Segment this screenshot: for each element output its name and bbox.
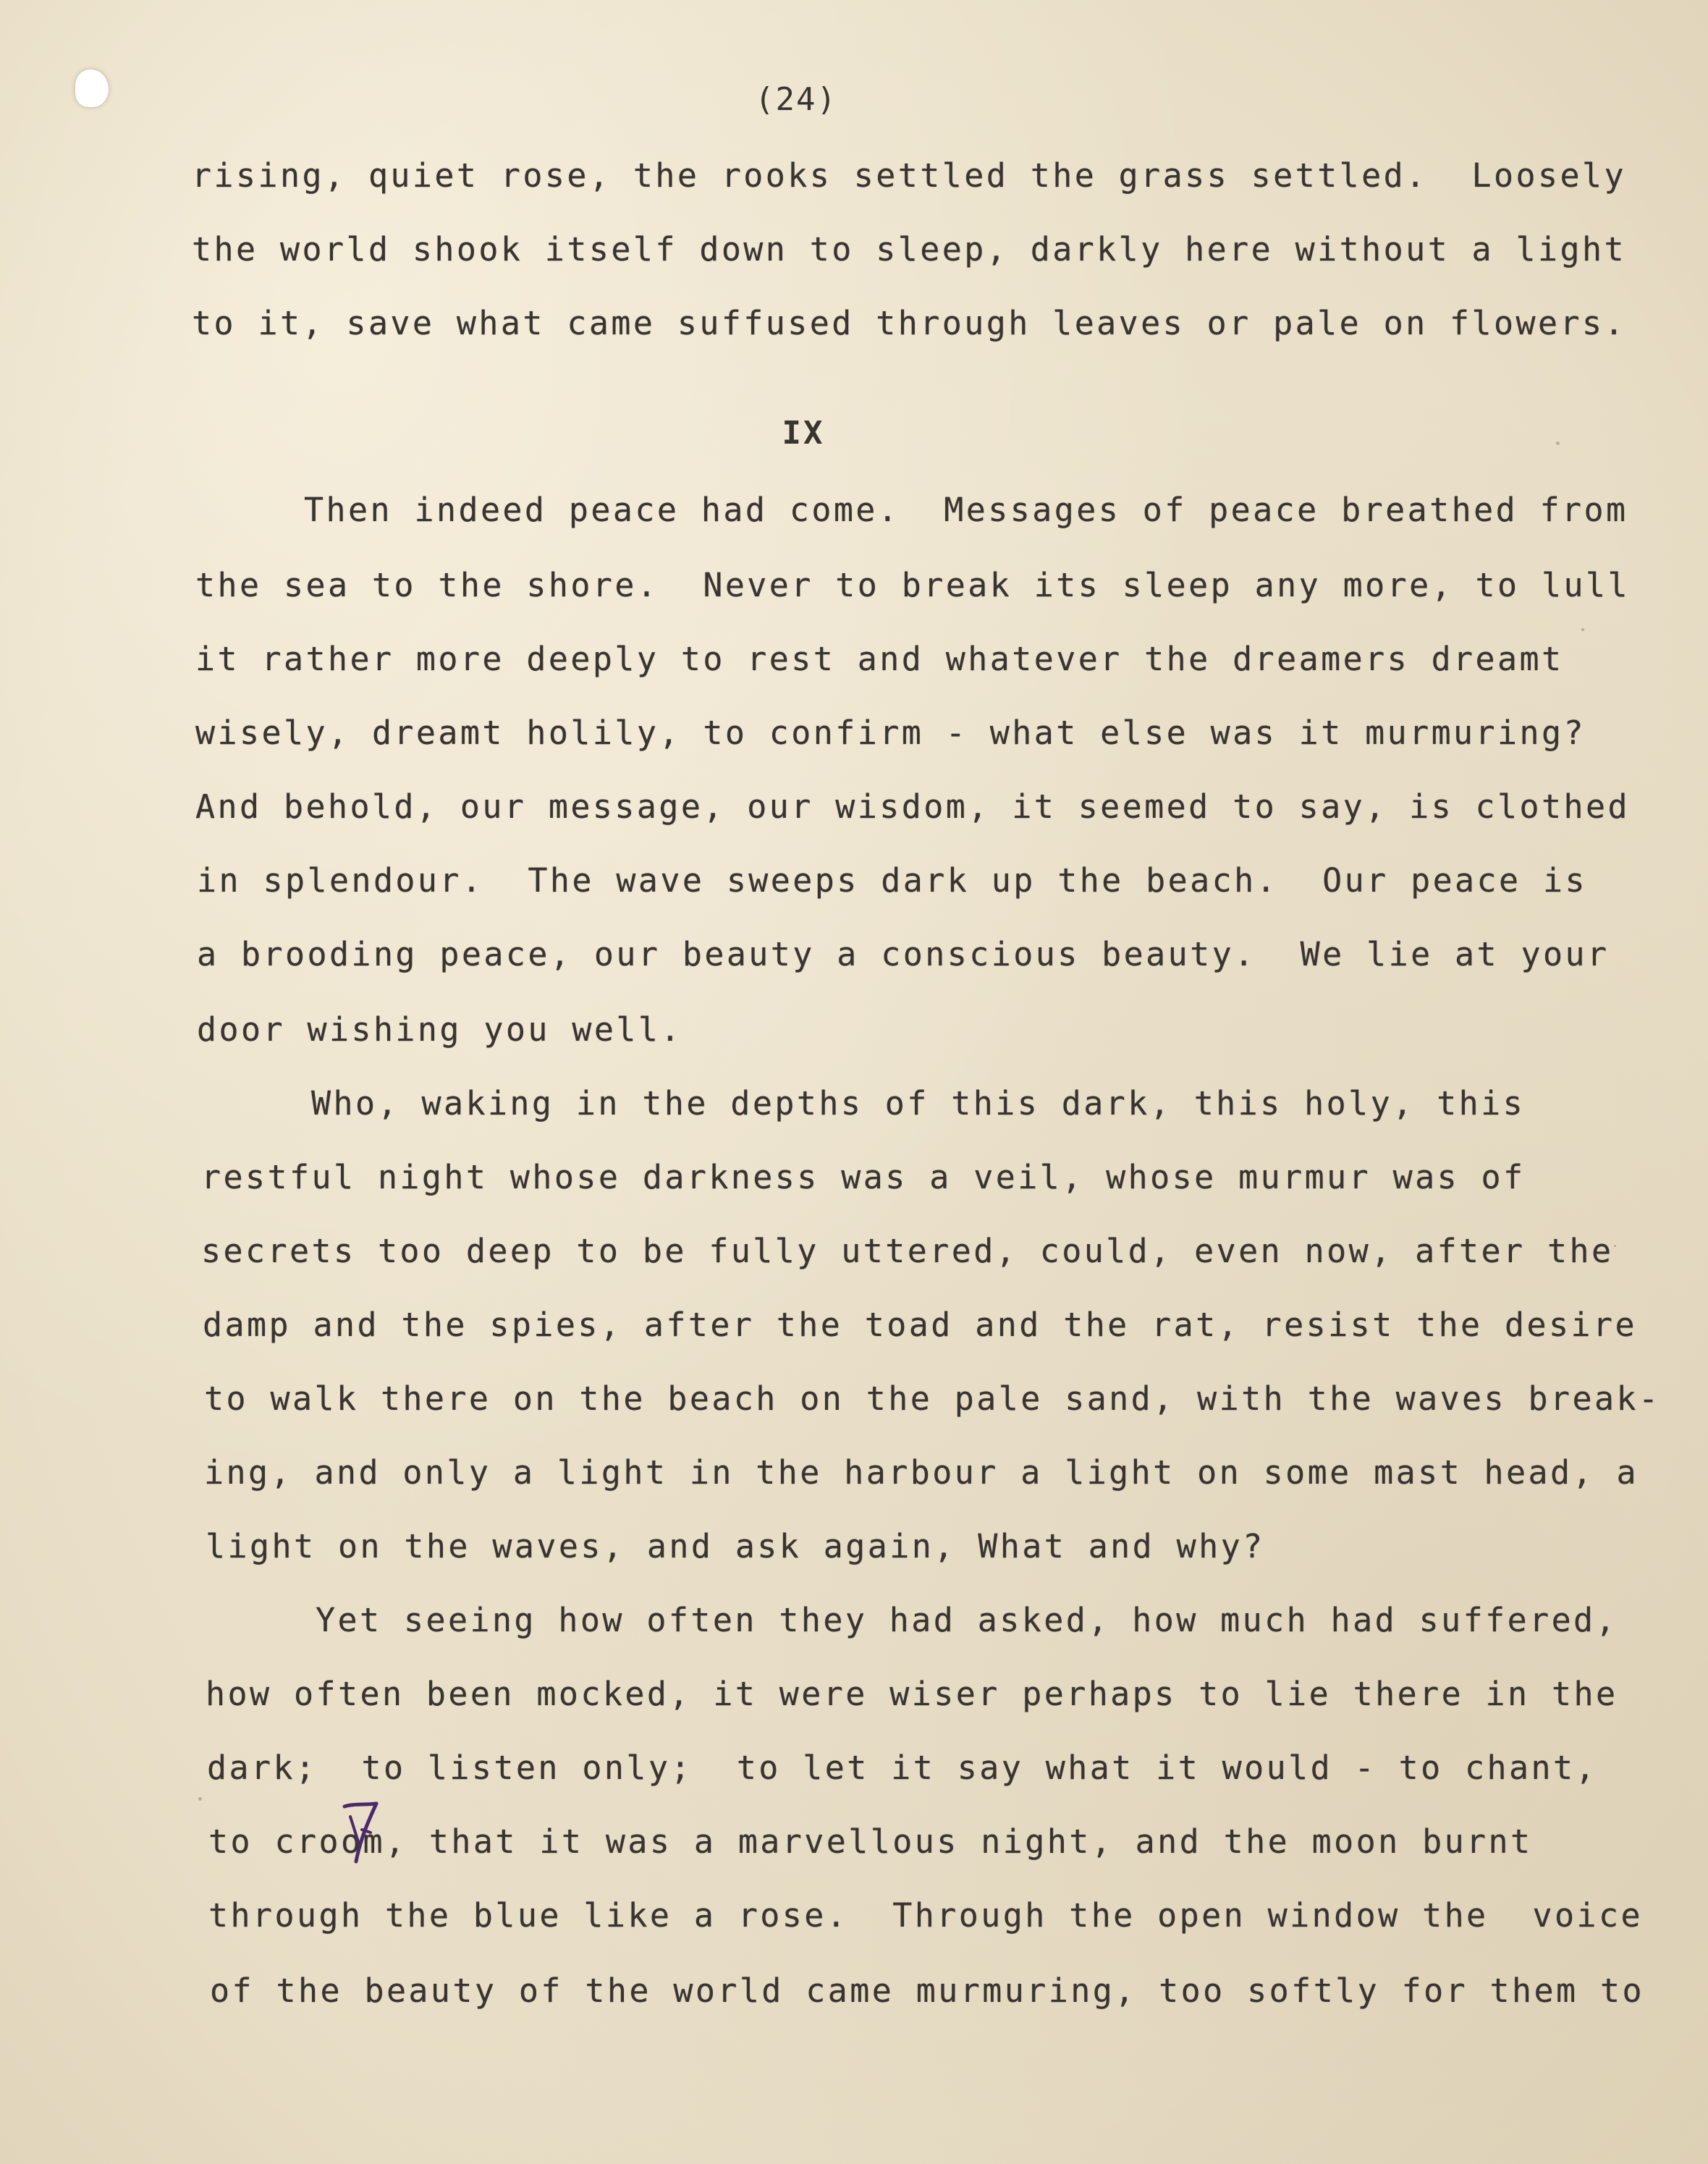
paper-speck: [198, 1797, 202, 1801]
text-line: to it, save what came suffused through leaves or pale on flowers.: [192, 304, 1626, 342]
text-line: wisely, dreamt holily, to confirm - what else was it murmuring?: [195, 714, 1586, 752]
section-heading: IX: [782, 415, 825, 452]
text-line: And behold, our message, our wisdom, it seemed to say, is clothed: [195, 787, 1630, 826]
paper-speck: [1614, 1245, 1616, 1247]
text-line: rising, quiet rose, the rooks settled the grass settled. Loosely: [192, 156, 1626, 195]
text-line: the sea to the shore. Never to break its sleep any more, to lull: [195, 566, 1630, 604]
text-line: ing, and only a light in the harbour a light on some mast head, a: [204, 1453, 1639, 1492]
text-line: door wishing you well.: [197, 1010, 682, 1049]
text-line: to walk there on the beach on the pale sand, with the waves break-: [204, 1379, 1661, 1418]
text-line: it rather more deeply to rest and whatever the dreamers dreamt: [195, 640, 1564, 678]
text-line: in splendour. The wave sweeps dark up the beach. Our peace is: [197, 861, 1588, 900]
text-line: Yet seeing how often they had asked, how much had suffered,: [316, 1601, 1618, 1639]
text-line: the world shook itself down to sleep, darkly here without a light: [192, 230, 1626, 269]
text-line: how often been mocked, it were wiser perhaps to lie there in the: [206, 1675, 1618, 1713]
page-number: (24): [755, 81, 837, 118]
text-line: secrets too deep to be fully uttered, could, even now, after the: [201, 1232, 1614, 1270]
handwritten-correction-mark: [340, 1801, 384, 1866]
text-line: damp and the spies, after the toad and the rat, resist the desire: [203, 1306, 1637, 1344]
text-line: Then indeed peace had come. Messages of peace breathed from: [304, 491, 1628, 529]
text-line: a brooding peace, our beauty a conscious beauty. We lie at your: [197, 935, 1610, 973]
text-line: restful night whose darkness was a veil, whose murmur was of: [201, 1158, 1526, 1196]
paper-speck: [1581, 628, 1584, 631]
text-line: light on the waves, and ask again, What and why?: [206, 1527, 1265, 1565]
text-line: to croom, that it was a marvellous night, and the moon burnt: [208, 1822, 1533, 1861]
text-line: dark; to listen only; to let it say what it would - to chant,: [207, 1749, 1598, 1787]
text-line: through the blue like a rose. Through the open window the voice: [208, 1896, 1643, 1935]
text-line: of the beauty of the world came murmuring, too softly for them to: [210, 1971, 1644, 2010]
text-line: Who, waking in the depths of this dark, this holy, this: [311, 1084, 1526, 1123]
